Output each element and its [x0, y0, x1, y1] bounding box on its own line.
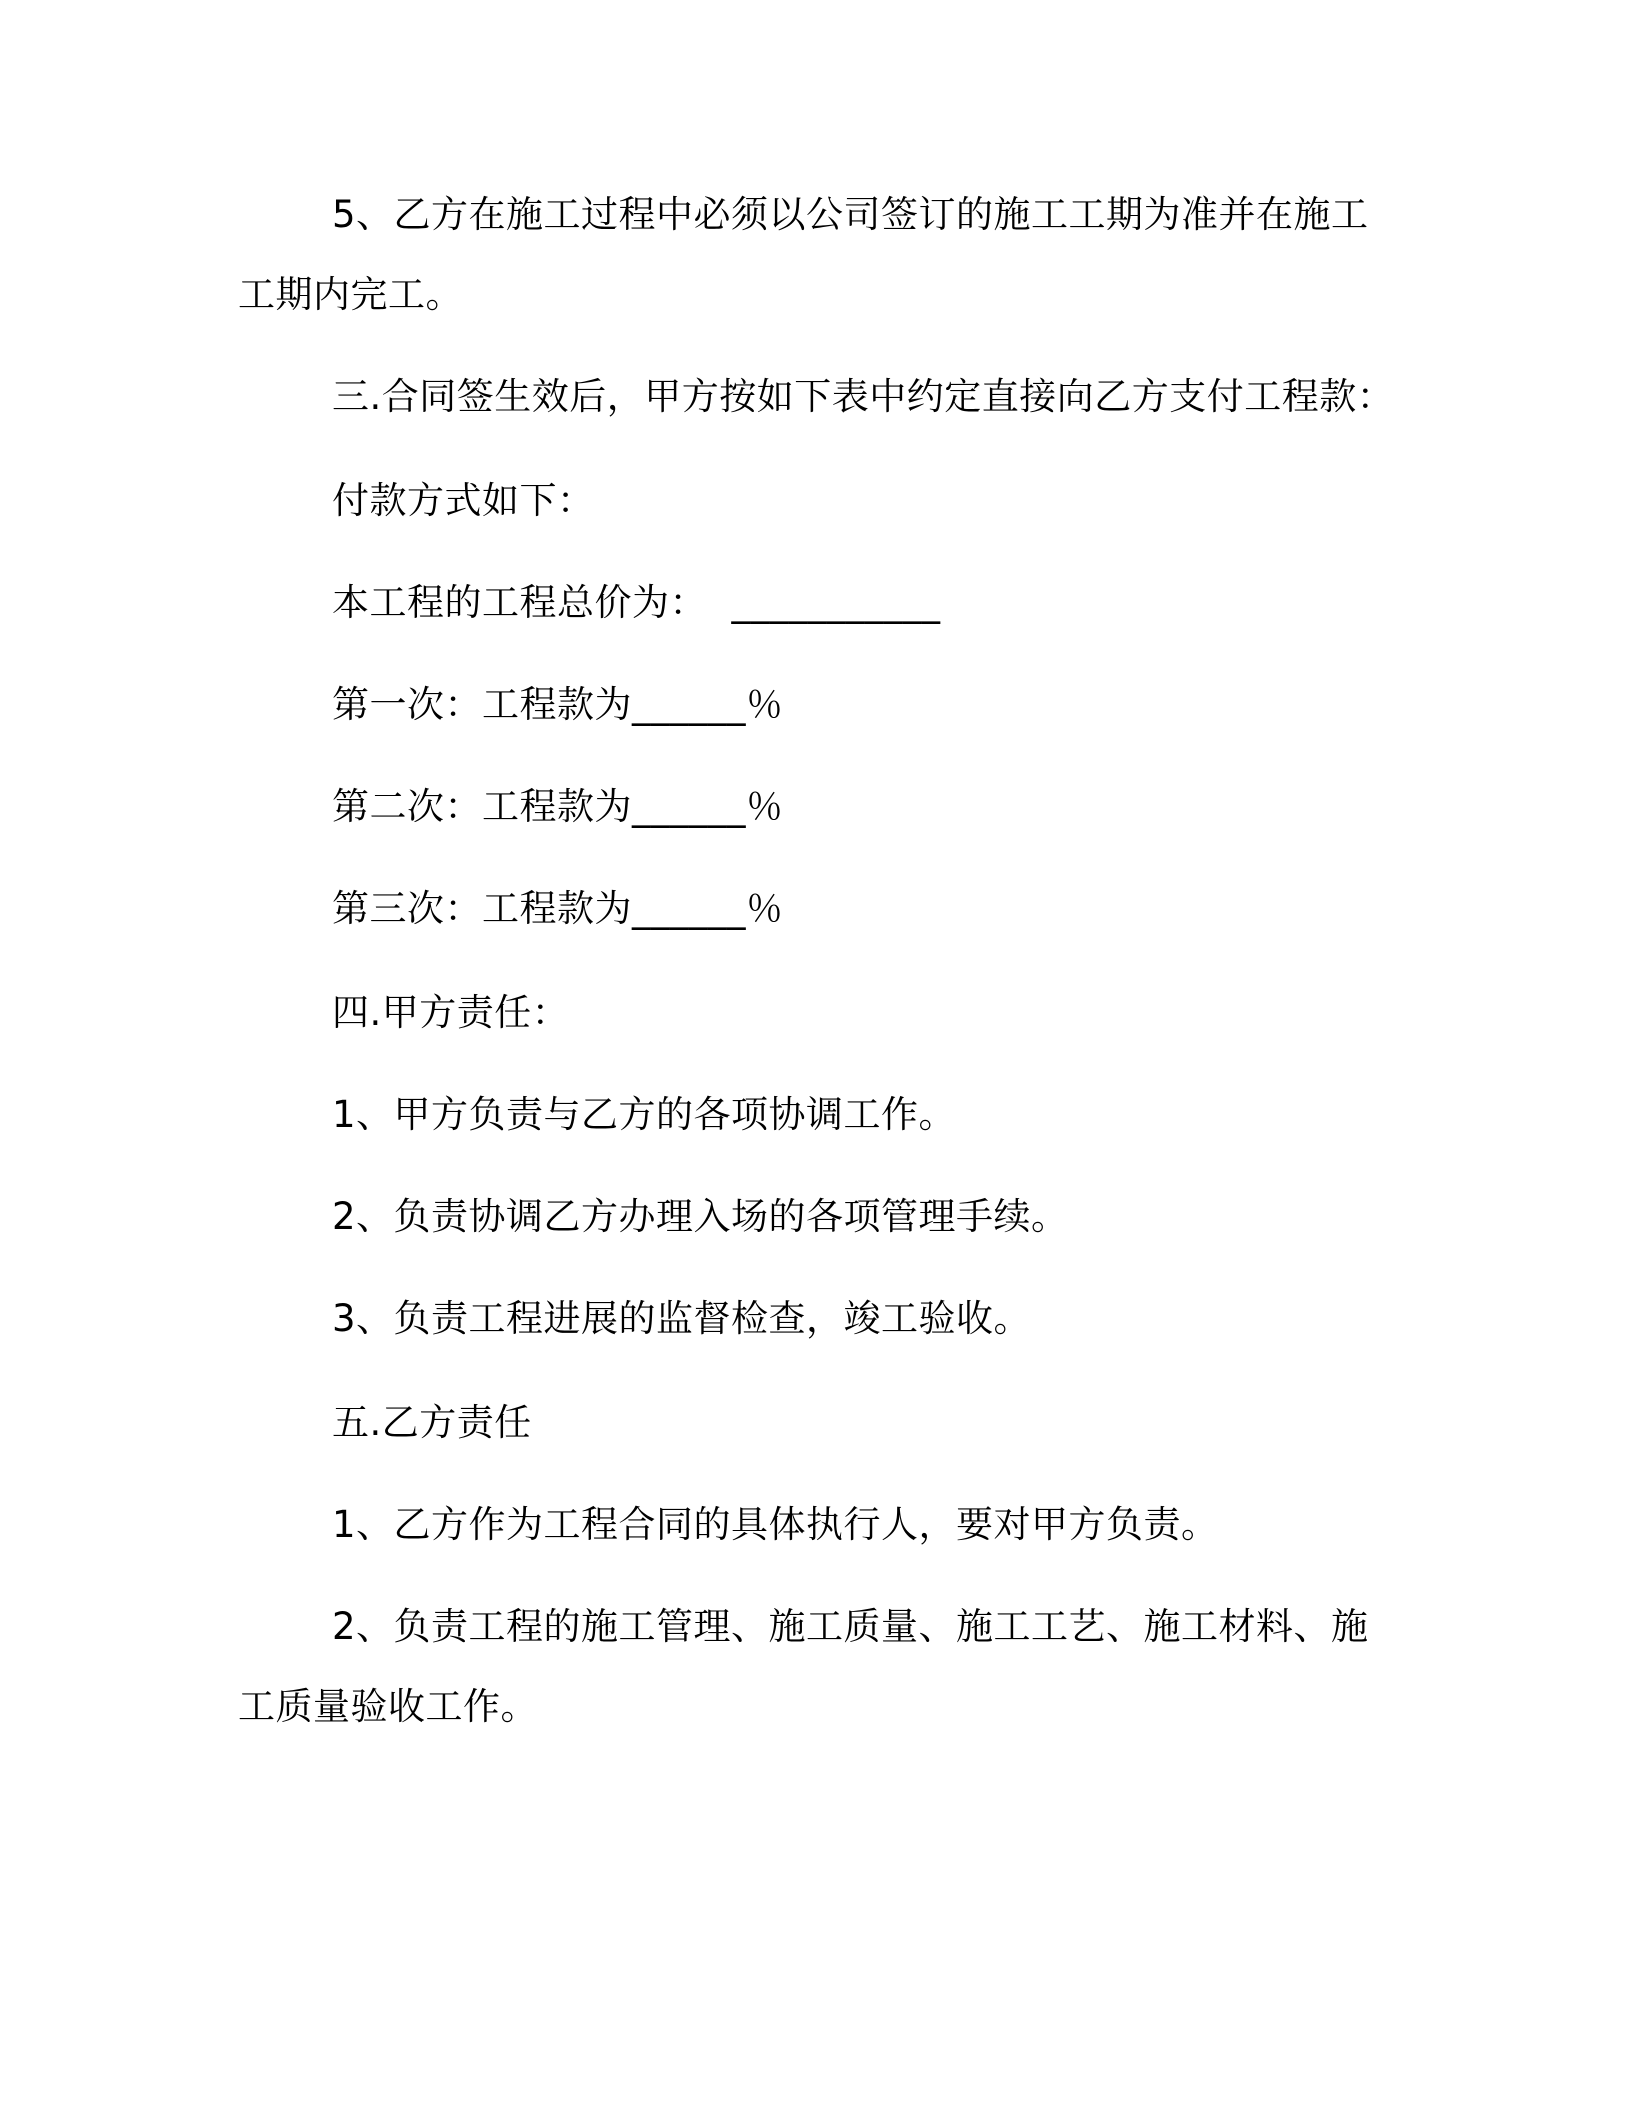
total-price-line: 本工程的工程总价为： ___________ [332, 581, 941, 624]
clause-5-line-1: 5、乙方在施工过程中必须以公司签订的施工工期为准并在施工 [332, 193, 1369, 236]
party-a-duty-3: 3、负责工程进展的监督检查，竣工验收。 [332, 1297, 1032, 1340]
payment-first-line: 第一次：工程款为______％ [332, 683, 784, 726]
party-a-duty-2: 2、负责协调乙方办理入场的各项管理手续。 [332, 1195, 1069, 1238]
party-b-duty-1: 1、乙方作为工程合同的具体执行人，要对甲方负责。 [332, 1503, 1219, 1546]
section-4-heading: 四.甲方责任： [332, 991, 570, 1034]
clause-5-line-2: 工期内完工。 [238, 273, 463, 316]
party-b-duty-2-line-2: 工质量验收工作。 [238, 1685, 538, 1728]
payment-second-line: 第二次：工程款为______％ [332, 785, 784, 828]
section-3-heading: 三.合同签生效后，甲方按如下表中约定直接向乙方支付工程款： [332, 375, 1395, 418]
party-a-duty-1: 1、甲方负责与乙方的各项协调工作。 [332, 1093, 957, 1136]
payment-method-label: 付款方式如下： [332, 479, 595, 522]
party-b-duty-2-line-1: 2、负责工程的施工管理、施工质量、施工工艺、施工材料、施 [332, 1605, 1369, 1648]
section-5-heading: 五.乙方责任 [332, 1401, 532, 1444]
payment-third-line: 第三次：工程款为______％ [332, 887, 784, 930]
